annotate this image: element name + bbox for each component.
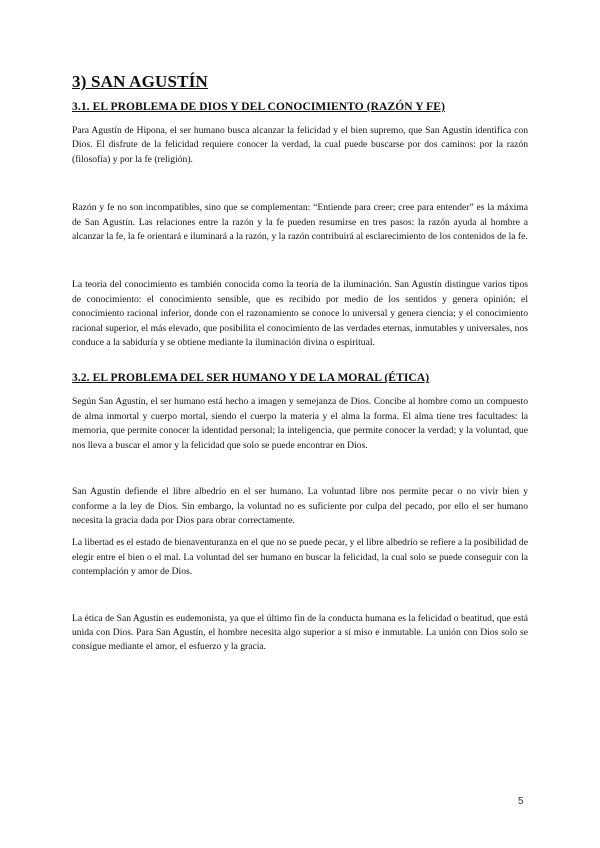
- section-2-paragraph-3: La libertad es el estado de bienaventuranza en el que no se puede pecar, y el libre albedrío se refiere a la posibilidad de elegir entre el bien o el mal. La voluntad del ser humano en buscar la felicidad, la cual solo se puede conseguir con la contemplación y amor de Dios.: [72, 537, 528, 578]
- section-2-paragraph-2: San Agustín defiende el libre albedrío en el ser humano. La voluntad libre nos permite pecar o no vivir bien y conforme a la ley de Dios. Sin embargo, la voluntad no es suficiente por culpa del pecado, por ello el ser humano necesita la gracia dada por Dios para obrar correctamente.: [72, 486, 528, 526]
- document-page: [72, 72, 528, 655]
- section-2-paragraph-1: Según San Agustín, el ser humano está hecho a imagen y semejanza de Dios. Concibe al hombre como un compuesto de alma inmortal y cuerpo mortal, siendo el cuerpo la materia y el alma la forma. El alma tiene tres facultades: la memoria, que permite conocer la identidad personal; la inteligencia, que permite conocer la verdad; y la voluntad, que nos lleva a buscar el amor y la felicidad que solo se puede encontrar en Dios.: [72, 396, 528, 451]
- section-1-paragraph-3: La teoría del conocimiento es también conocida como la teoría de la iluminación. San Agustín distingue varios tipos de conocimiento: el conocimiento sensible, que es recibido por medio de los sentidos y genera opinión; el conocimiento racional inferior, donde con el razonamiento se conoce lo universal y genera ciencia; y el conocimiento racional superior, el más elevado, que posibilita el conocimiento de las verdades eternas, inmutables y universales, nos conduce a la sabiduría y se obtiene mediante la iluminación divina o espiritual.: [72, 279, 528, 349]
- section-1-paragraph-2: Razón y fe no son incompatibles, sino que se complementan: “Entiende para creer; cree para entender” es la máxima de San Agustín. Las relaciones entre la razón y la fe pueden resumirse en tres pasos: la razón ayuda al hombre a alcanzar la fe, la fe orientará e iluminará a la razón, y la razón contribuirá al esclarecimiento de los contenidos de la fe.: [72, 202, 528, 243]
- page-number: 5: [518, 796, 524, 807]
- page-title: 3) SAN AGUSTÍN: [72, 72, 208, 91]
- section-1-heading: 3.1. EL PROBLEMA DE DIOS Y DEL CONOCIMIENTO (RAZÓN Y FE): [72, 101, 446, 113]
- section-2-heading: 3.2. EL PROBLEMA DEL SER HUMANO Y DE LA MORAL (ÉTICA): [72, 372, 430, 385]
- section-1-paragraph-1: Para Agustín de Hipona, el ser humano busca alcanzar la felicidad y el bien supremo, que San Agustín identifica con Dios. El disfrute de la felicidad requiere conocer la verdad, la cual puede buscarse por dos caminos: por la razón (filosofía) y por la fe (religión).: [72, 125, 528, 165]
- section-2-paragraph-4: La ética de San Agustín es eudemonista, ya que el último fin de la conducta humana es la felicidad o beatitud, que está unida con Dios. Para San Agustín, el hombre necesita algo superior a sí miso e inmutable. La unión con Dios solo se consigue mediante el amor, el esfuerzo y la gracia.: [72, 612, 528, 653]
